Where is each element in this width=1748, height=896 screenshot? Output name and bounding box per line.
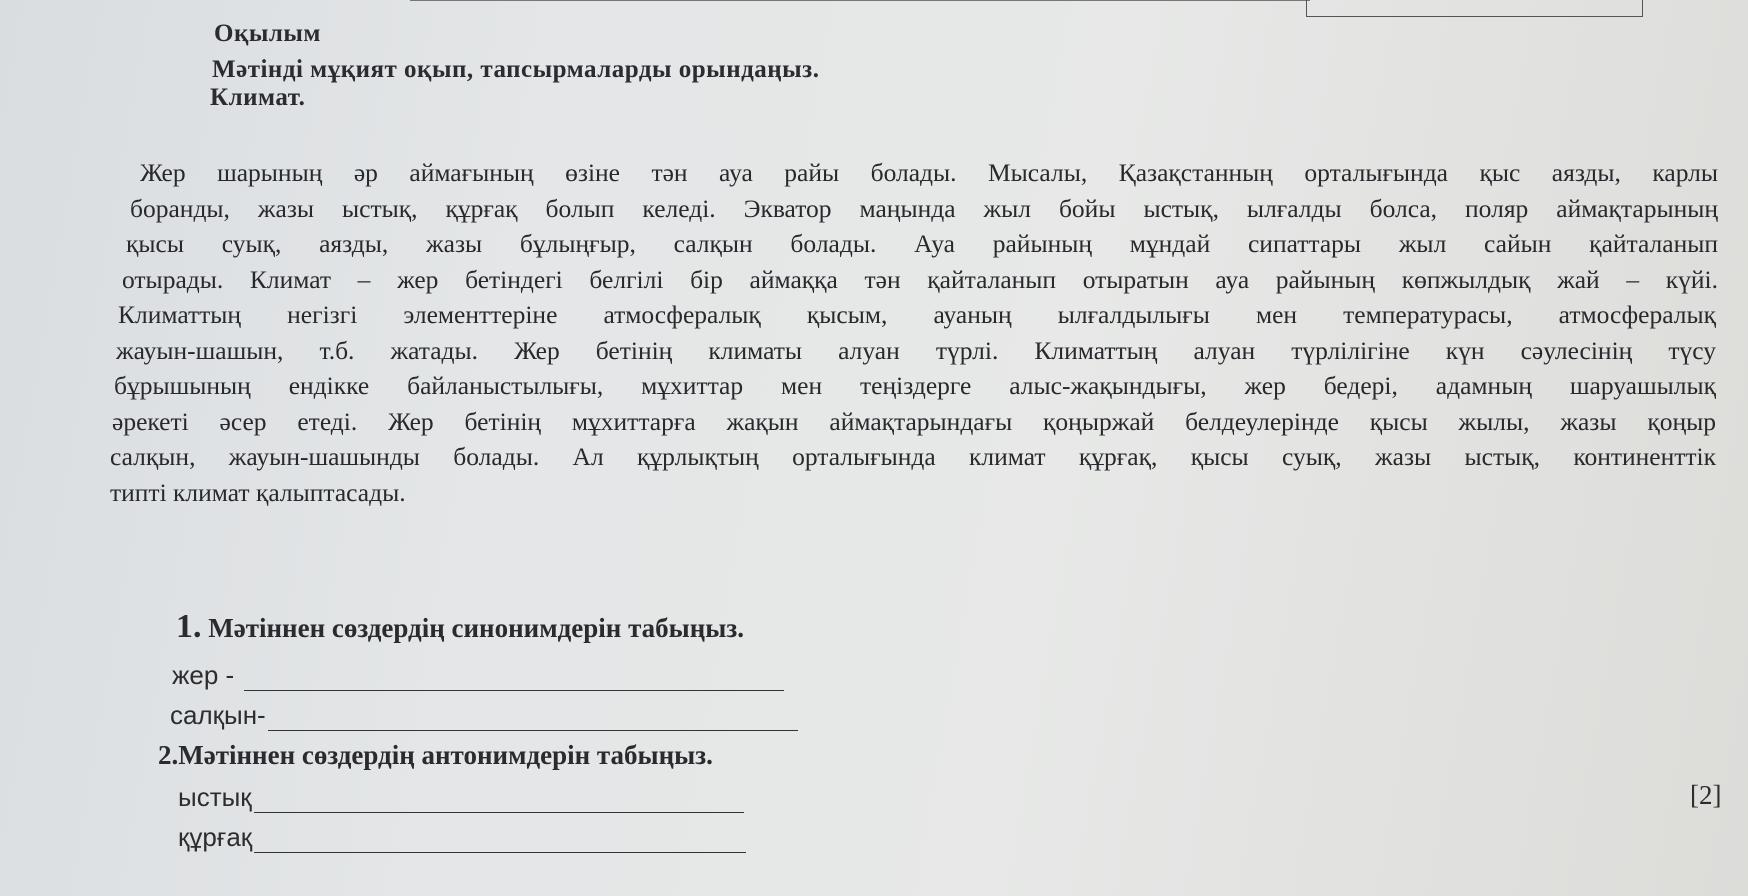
task-2-heading: 2.Мәтіннен сөздердің антонимдерін табыңыз. — [158, 740, 713, 770]
passage-line: салқын, жауын-шашынды болады. Ал құрлықтың орталығында климат құрғақ, қысы суық, жазы ыстық, континенттік — [110, 442, 1716, 471]
synonym-word: салқын- — [170, 700, 266, 730]
passage-line: отырады. Климат – жер бетіндегі белгілі бір аймаққа тән қайталанып отыратын ауа райының көпжылдық жай – күйі. — [122, 264, 1718, 294]
antonym-answer-row — [178, 782, 744, 813]
passage-line: Климаттың негізгі элементтеріне атмосфералық қысым, ауаның ылғалдылығы мен температурасы, атмосфералық — [118, 300, 1716, 329]
marks-label: [2] — [1690, 780, 1722, 810]
answer-blank[interactable] — [254, 786, 744, 813]
top-divider — [410, 0, 1310, 1]
antonym-word: ыстық — [178, 782, 252, 812]
top-score-box — [1306, 0, 1643, 17]
synonym-answer-row — [170, 700, 798, 731]
answer-blank[interactable] — [268, 704, 798, 731]
antonym-word: құрғақ — [178, 822, 253, 852]
passage-line: Жер шарының әр аймағының өзіне тән ауа райы болады. Мысалы, Қазақстанның орталығында қыс аязды, карлы — [140, 158, 1718, 187]
passage-line: қысы суық, аязды, жазы бұлыңғыр, салқын болады. Ауа райының мұндай сипаттары жыл сайын қайталанып — [126, 229, 1718, 258]
synonym-word: жер - — [172, 660, 235, 690]
reading-passage — [110, 155, 1718, 510]
passage-line: типті климат қалыптасады. — [110, 477, 406, 507]
antonym-answer-row — [178, 822, 746, 853]
task-1-text: Мәтіннен сөздердің синонимдерін табыңыз. — [208, 613, 744, 643]
text-title: Климат. — [210, 84, 306, 111]
passage-line: бұрышының ендікке байланыстылығы, мұхиттар мен теңіздерге алыс-жақындығы, жер бедері, адамның шаруашылық — [114, 371, 1716, 400]
answer-blank[interactable] — [254, 826, 746, 853]
answer-blank[interactable] — [244, 664, 784, 691]
passage-line: әрекеті әсер етеді. Жер бетінің мұхиттарға жақын аймақтарындағы қоңыржай белдеулерінде қысы жылы, жазы қоңыр — [112, 406, 1716, 436]
task-1-number: 1. — [176, 608, 202, 645]
section-heading: Оқылым — [214, 20, 321, 47]
task-1-heading — [176, 608, 744, 646]
passage-line: боранды, жазы ыстық, құрғақ болып келеді. Экватор маңында жыл бойы ыстық, ылғалды болса, поляр аймақтарының — [130, 193, 1718, 223]
passage-line: жауын-шашын, т.б. жатады. Жер бетінің климаты алуан түрлі. Климаттың алуан түрлілігіне күн сәулесінің түсу — [116, 335, 1716, 365]
synonym-answer-row — [172, 660, 784, 691]
instruction-heading: Мәтінді мұқият оқып, тапсырмаларды орындаңыз. — [212, 56, 820, 83]
